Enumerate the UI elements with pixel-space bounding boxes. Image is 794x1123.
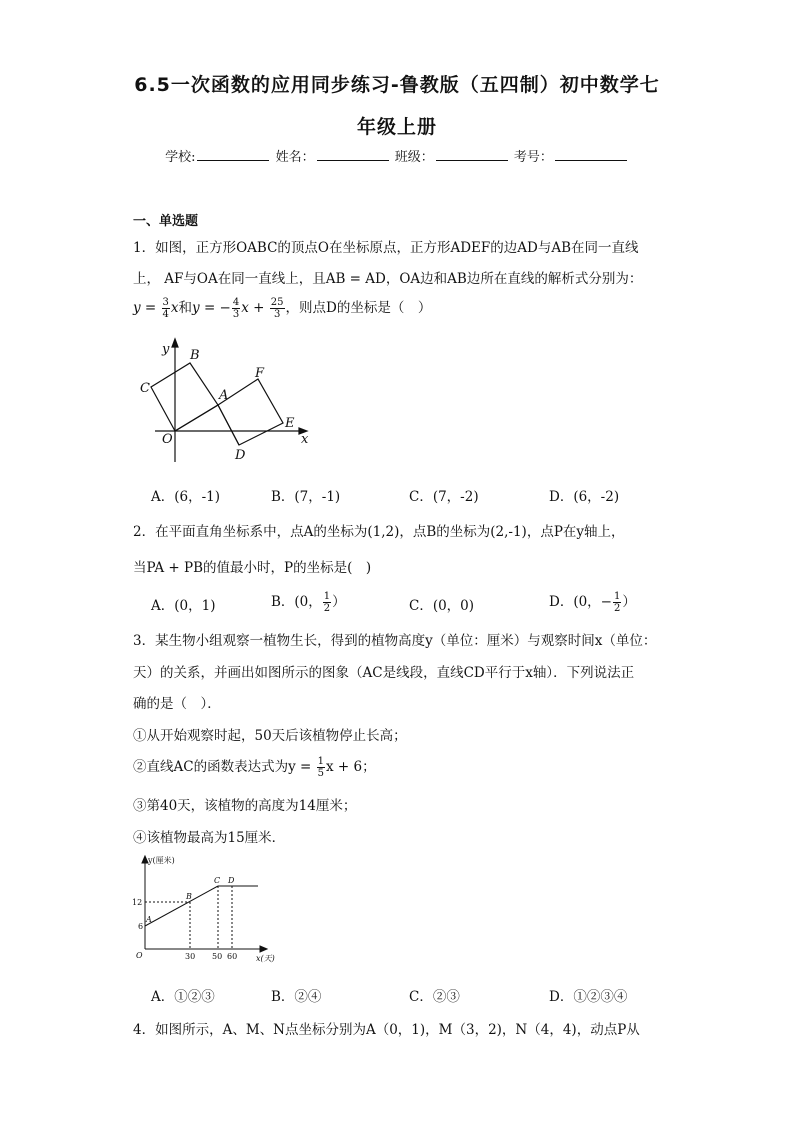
student-info	[0, 146, 794, 165]
q3-label-y6: 6	[138, 922, 144, 931]
q3-label-x50: 50	[212, 952, 223, 961]
q3-x-arrow	[260, 946, 267, 952]
q1-eq1-rhs: x	[170, 300, 179, 316]
q1-eq2-frac	[232, 297, 240, 320]
q3-label-ylabel: y(厘米)	[148, 856, 175, 865]
q1-eq2-den: 3	[232, 309, 240, 320]
q2-option-d-pre: D．(0，−	[549, 594, 612, 610]
q1-label-d: D	[235, 448, 246, 463]
q3-label-b: B	[186, 892, 192, 901]
q1-eq2-num: 4	[232, 297, 240, 308]
q2-option-b-pre: B．(0，	[271, 594, 322, 610]
q3-statement-4: ④该植物最高为15厘米．	[133, 830, 286, 846]
q3-s2-frac	[317, 756, 325, 779]
q2-option-b-post: ）	[332, 594, 346, 610]
q2-line1: 2．在平面直角坐标系中，点A的坐标为(1,2)，点B的坐标为(2,-1)，点P在y轴上，	[133, 524, 625, 540]
id-label: 考号：	[513, 150, 553, 165]
q1-label-o: O	[162, 432, 173, 447]
q1-line2: 上， AF与OA在同一直线上，且AB = AD，OA边和AB边所在直线的解析式分别为：	[133, 271, 643, 287]
q1-segment-oa	[175, 405, 218, 431]
q3-label-d: D	[228, 876, 235, 885]
page-title: 6.5一次函数的应用同步练习-鲁教版（五四制）初中数学七	[134, 74, 660, 96]
q2-option-d[interactable]	[549, 590, 636, 614]
q3-label-x30: 30	[185, 952, 196, 961]
q3-s2-pre: ②直线AC的函数表达式为y =	[133, 759, 316, 775]
q3-s2-post: x + 6；	[325, 759, 376, 775]
q2-option-d-post: ）	[622, 594, 636, 610]
q1-label-y: y	[162, 342, 170, 357]
class-blank	[436, 148, 508, 161]
q1-eq1-lhs: y =	[133, 300, 161, 316]
q2-option-d-num: 1	[614, 591, 621, 602]
q1-eq2-mid: x +	[241, 300, 269, 316]
q3-option-d[interactable]: D．①②③④	[549, 989, 628, 1005]
q1-label-f: F	[255, 366, 265, 381]
q2-option-a[interactable]: A．(0，1)	[151, 598, 216, 614]
q1-label-c: C	[140, 381, 150, 396]
q4-line1: 4．如图所示，A、M、N点坐标分别为A（0，1)，M（3，2)，N（4，4)，动点P从	[133, 1022, 640, 1038]
q2-option-d-den: 2	[614, 603, 621, 614]
q1-label-a: A	[219, 388, 229, 403]
name-label: 姓名：	[275, 150, 315, 165]
q1-option-b[interactable]: B．(7，-1)	[271, 489, 341, 505]
q1-option-a[interactable]: A．(6，-1)	[151, 489, 221, 505]
page-title-line2: 年级上册	[356, 116, 437, 138]
q1-label-e: E	[285, 416, 295, 431]
q3-label-a: A	[146, 915, 152, 924]
q1-eq2-den2: 3	[273, 309, 281, 320]
q1-eq1-den: 4	[162, 309, 169, 320]
q3-label-c: C	[214, 876, 221, 885]
q3-option-a[interactable]: A．①②③	[151, 989, 215, 1005]
q1-and: 和	[178, 300, 193, 316]
q1-option-d[interactable]: D．(6，-2)	[549, 489, 620, 505]
q3-statement-3: ③第40天，该植物的高度为14厘米；	[133, 798, 357, 814]
class-label: 班级：	[394, 150, 434, 165]
q3-figure	[130, 852, 280, 967]
q3-option-b[interactable]: B．②④	[271, 989, 322, 1005]
q3-option-c[interactable]: C．②③	[409, 989, 460, 1005]
q1-eq1-num: 3	[162, 297, 169, 308]
q1-line3	[133, 296, 431, 320]
q3-label-xlabel: x(天)	[256, 954, 275, 963]
q1-eq2-frac2	[270, 297, 285, 320]
q2-line2: 当PA + PB的值最小时，P的坐标是( )	[133, 560, 372, 576]
q3-segment-ac	[145, 886, 218, 926]
q1-eq2-num2: 25	[270, 297, 284, 308]
q3-label-o: O	[136, 951, 143, 960]
q3-statement-2	[133, 755, 376, 779]
school-blank	[197, 148, 269, 161]
id-blank	[555, 148, 627, 161]
q1-line1: 1．如图，正方形OABC的顶点O在坐标原点，正方形ADEF的边AD与AB在同一直线	[133, 240, 639, 256]
school-label: 学校:	[165, 150, 196, 165]
q3-line1: 3．某生物小组观察一植物生长，得到的植物高度y（单位：厘米）与观察时间x（单位：	[133, 633, 657, 649]
q3-s2-num: 1	[317, 756, 324, 767]
q2-option-b[interactable]	[271, 590, 346, 614]
q3-statement-1: ①从开始观察时起，50天后该植物停止长高；	[133, 728, 407, 744]
q3-line2: 天）的关系，并画出如图所示的图象（AC是线段，直线CD平行于x轴）．下列说法正	[133, 665, 635, 681]
q2-option-b-den: 2	[323, 603, 331, 614]
name-blank	[317, 148, 389, 161]
q2-option-b-num: 1	[323, 591, 331, 602]
q1-eq2-lhs: y = −	[192, 300, 231, 316]
q3-label-x60: 60	[227, 952, 238, 961]
q1-eq1-frac	[162, 297, 170, 320]
q3-label-y12: 12	[132, 898, 143, 907]
section-title: 一、单选题	[133, 214, 199, 229]
q1-label-x: x	[301, 432, 309, 447]
q1-square-oabc	[151, 363, 218, 431]
q2-option-d-frac	[613, 591, 621, 614]
q1-tail: ，则点D的坐标是（ ）	[285, 300, 432, 316]
q2-option-c[interactable]: C．(0，0)	[409, 598, 475, 614]
q3-line3: 确的是（ ）．	[133, 696, 221, 712]
q3-s2-den: 5	[317, 768, 324, 779]
q1-figure	[135, 335, 320, 470]
q2-option-b-frac	[323, 591, 331, 614]
q1-label-b: B	[190, 348, 200, 363]
q1-option-c[interactable]: C．(7，-2)	[409, 489, 479, 505]
q1-y-arrow	[172, 339, 178, 347]
